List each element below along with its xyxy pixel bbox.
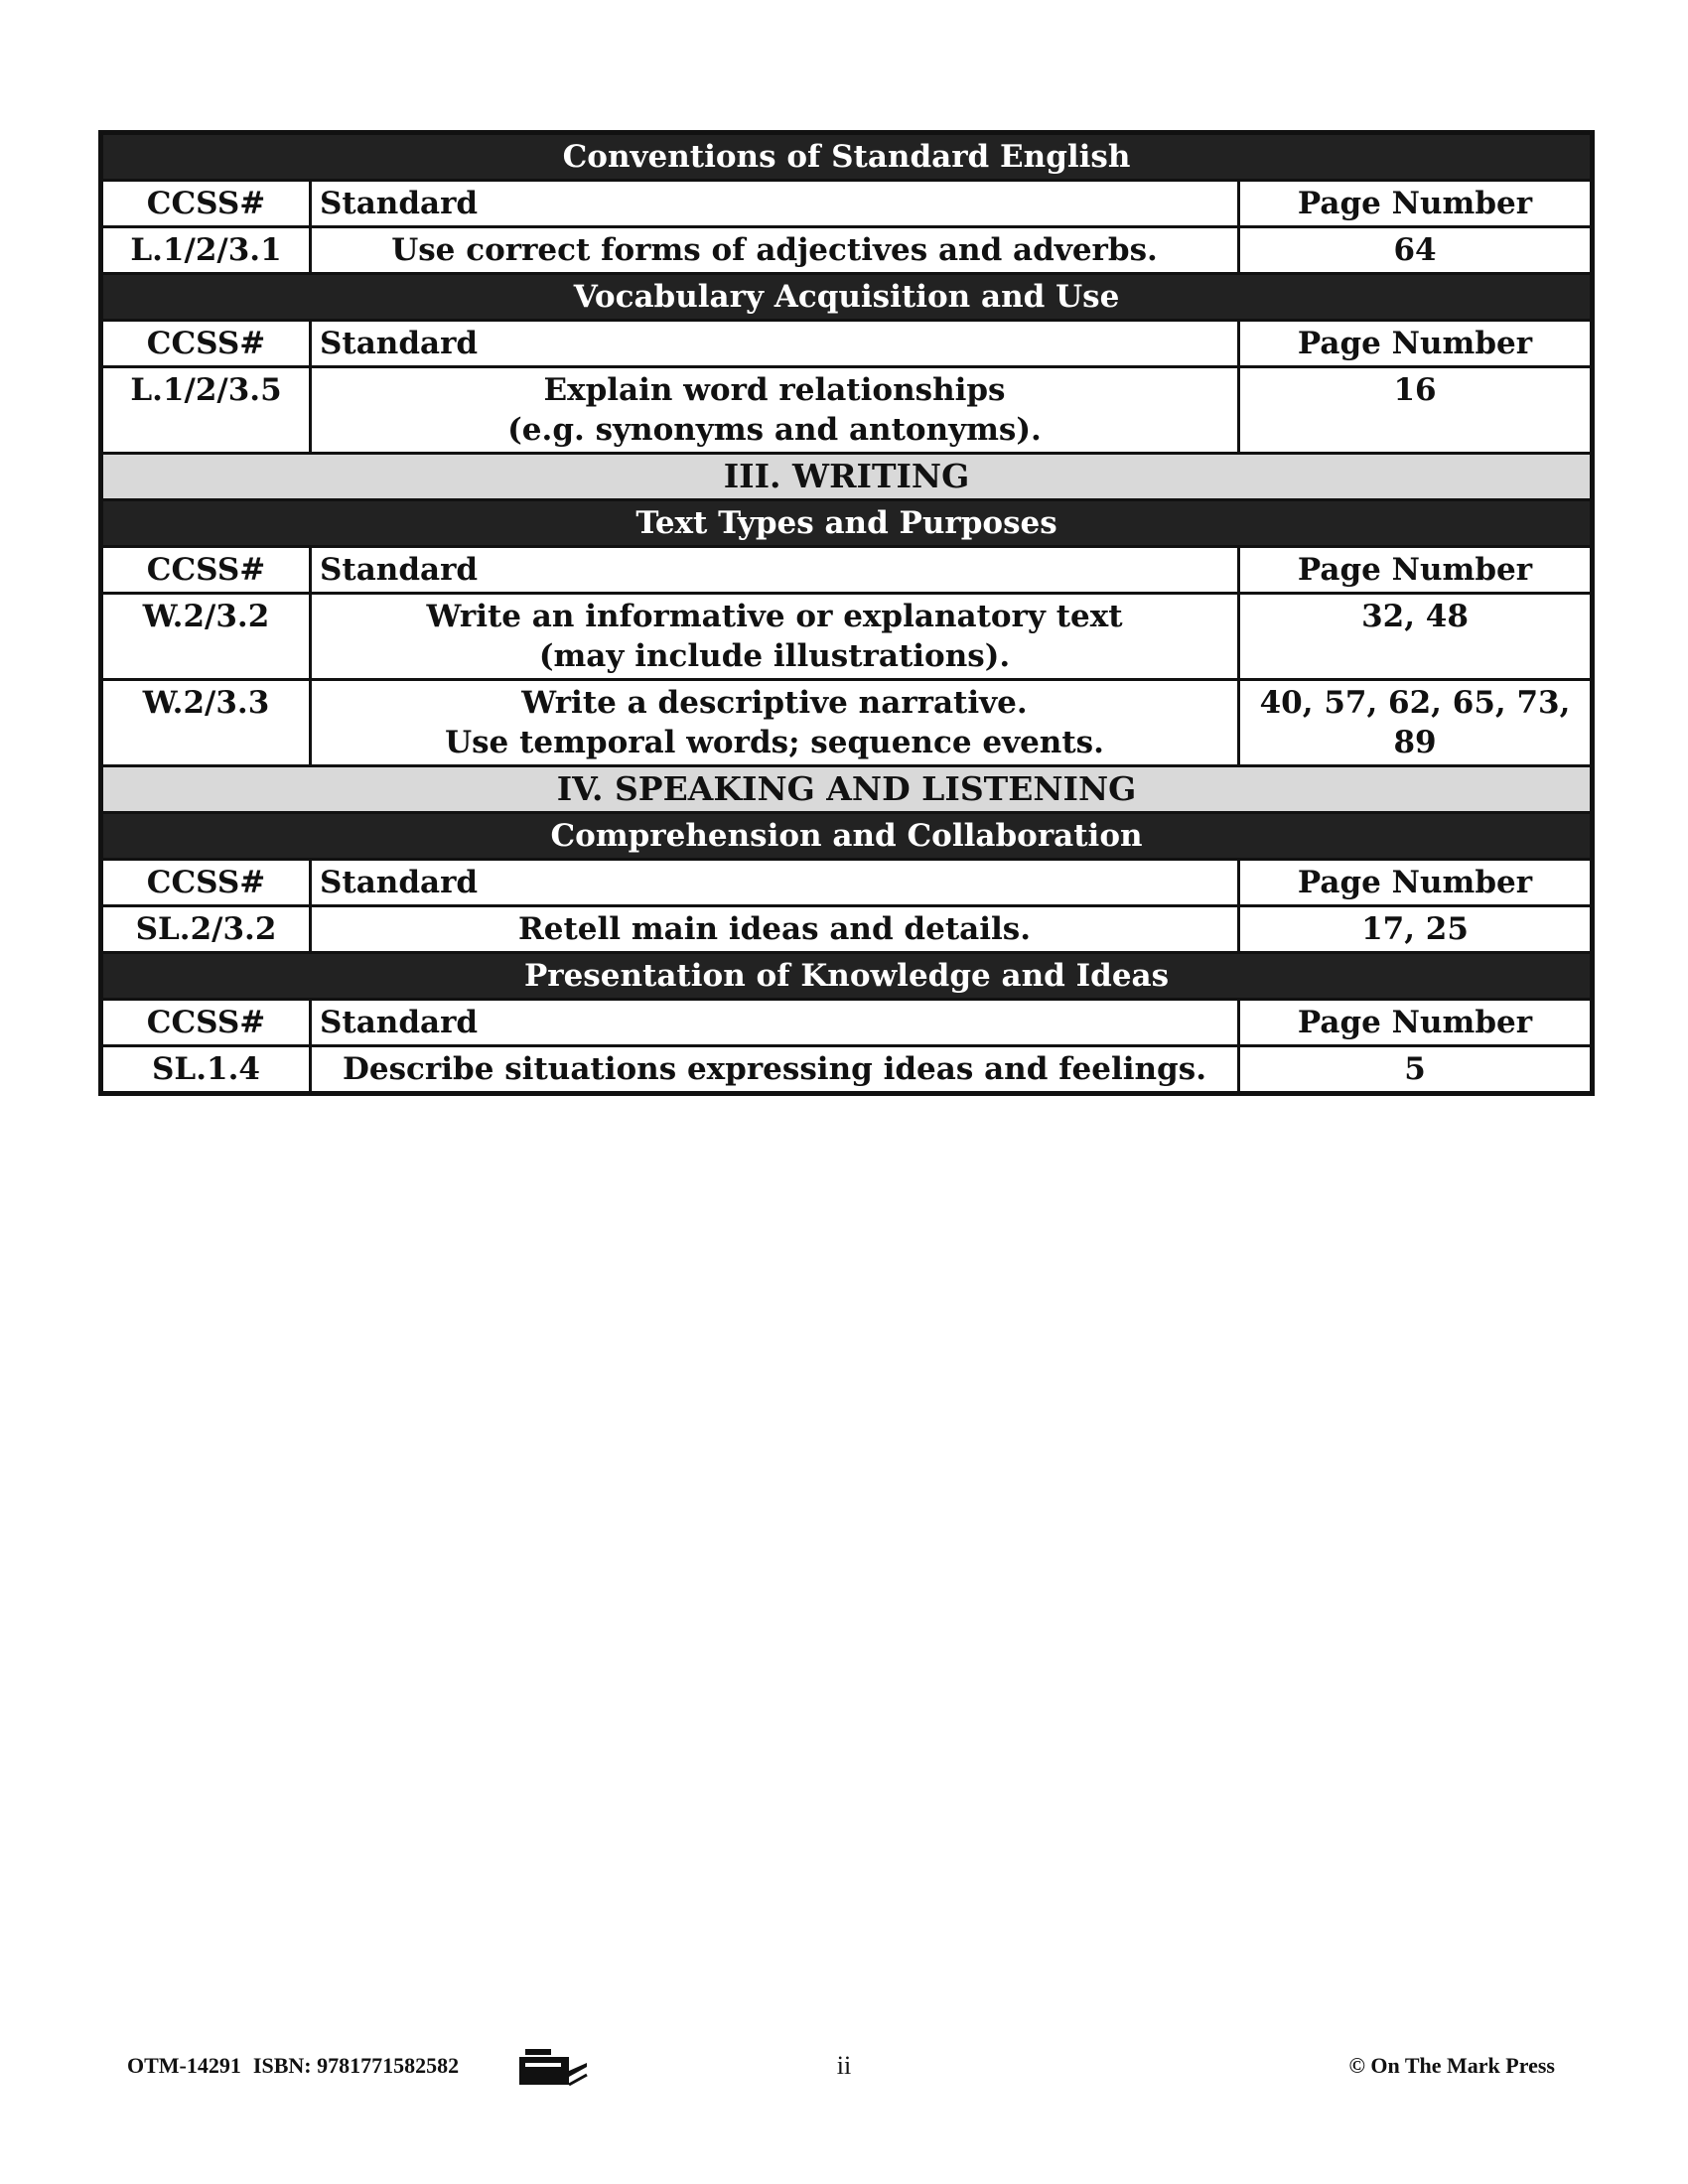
page-number: ii [836, 2051, 852, 2080]
footer-product-info [127, 2053, 471, 2079]
table-row [101, 906, 1593, 953]
standard-header: Standard [311, 181, 1239, 227]
page-numbers: 40, 57, 62, 65, 73, 89 [1239, 680, 1593, 766]
section-title: Conventions of Standard English [101, 133, 1593, 181]
section-title-row [101, 500, 1593, 547]
section-title: Vocabulary Acquisition and Use [101, 274, 1593, 321]
page-numbers: 64 [1239, 227, 1593, 274]
strand-title: III. WRITING [101, 454, 1593, 500]
isbn: ISBN: 9781771582582 [252, 2053, 460, 2078]
section-title-row [101, 813, 1593, 860]
column-header-row [101, 1000, 1593, 1046]
standard-line: Write a descriptive narrative. [521, 685, 1028, 721]
section-title-row [101, 133, 1593, 181]
copier-icon [517, 2045, 589, 2089]
page-numbers: 16 [1239, 367, 1593, 454]
ccss-code: W.2/3.3 [101, 680, 311, 766]
standard-line: (e.g. synonyms and antonyms). [507, 412, 1042, 448]
page-number-header: Page Number [1239, 1000, 1593, 1046]
section-title: Presentation of Knowledge and Ideas [101, 953, 1593, 1000]
publisher: © On The Mark Press [1348, 2053, 1555, 2078]
page-number-header: Page Number [1239, 860, 1593, 906]
page-numbers: 32, 48 [1239, 594, 1593, 680]
standards-table [98, 130, 1595, 1096]
standard-header: Standard [311, 321, 1239, 367]
standard-line: Describe situations expressing ideas and feelings. [343, 1051, 1206, 1087]
page-number-header: Page Number [1239, 547, 1593, 594]
table-row [101, 367, 1593, 454]
standard-text [311, 680, 1239, 766]
ccss-header: CCSS# [101, 547, 311, 594]
column-header-row [101, 181, 1593, 227]
standard-line: Use correct forms of adjectives and adverbs. [391, 232, 1158, 268]
standard-header: Standard [311, 860, 1239, 906]
page-numbers: 17, 25 [1239, 906, 1593, 953]
section-title: Text Types and Purposes [101, 500, 1593, 547]
standard-line: Explain word relationships [543, 372, 1006, 408]
ccss-code: SL.2/3.2 [101, 906, 311, 953]
page-footer [0, 2045, 1688, 2095]
ccss-code: W.2/3.2 [101, 594, 311, 680]
section-title-row [101, 274, 1593, 321]
ccss-code: L.1/2/3.1 [101, 227, 311, 274]
column-header-row [101, 860, 1593, 906]
strand-title-row [101, 454, 1593, 500]
ccss-header: CCSS# [101, 860, 311, 906]
standard-header: Standard [311, 547, 1239, 594]
standard-text [311, 906, 1239, 953]
section-title-row [101, 953, 1593, 1000]
ccss-code: SL.1.4 [101, 1046, 311, 1094]
standard-line: (may include illustrations). [538, 638, 1011, 674]
product-code: OTM-14291 [127, 2053, 241, 2078]
column-header-row [101, 547, 1593, 594]
standard-text [311, 227, 1239, 274]
standard-line: Write an informative or explanatory text [426, 599, 1123, 634]
column-header-row [101, 321, 1593, 367]
table-row [101, 680, 1593, 766]
standard-line: Retell main ideas and details. [517, 911, 1032, 947]
page-number-header: Page Number [1239, 181, 1593, 227]
section-title: Comprehension and Collaboration [101, 813, 1593, 860]
standard-header: Standard [311, 1000, 1239, 1046]
ccss-code: L.1/2/3.5 [101, 367, 311, 454]
table-row [101, 1046, 1593, 1094]
ccss-header: CCSS# [101, 1000, 311, 1046]
page-numbers: 5 [1239, 1046, 1593, 1094]
ccss-header: CCSS# [101, 181, 311, 227]
table-row [101, 594, 1593, 680]
ccss-header: CCSS# [101, 321, 311, 367]
strand-title: IV. SPEAKING AND LISTENING [101, 766, 1593, 813]
standard-line: Use temporal words; sequence events. [445, 725, 1104, 760]
standard-text [311, 367, 1239, 454]
standard-text [311, 1046, 1239, 1094]
strand-title-row [101, 766, 1593, 813]
table-row [101, 227, 1593, 274]
standard-text [311, 594, 1239, 680]
page-number-header: Page Number [1239, 321, 1593, 367]
